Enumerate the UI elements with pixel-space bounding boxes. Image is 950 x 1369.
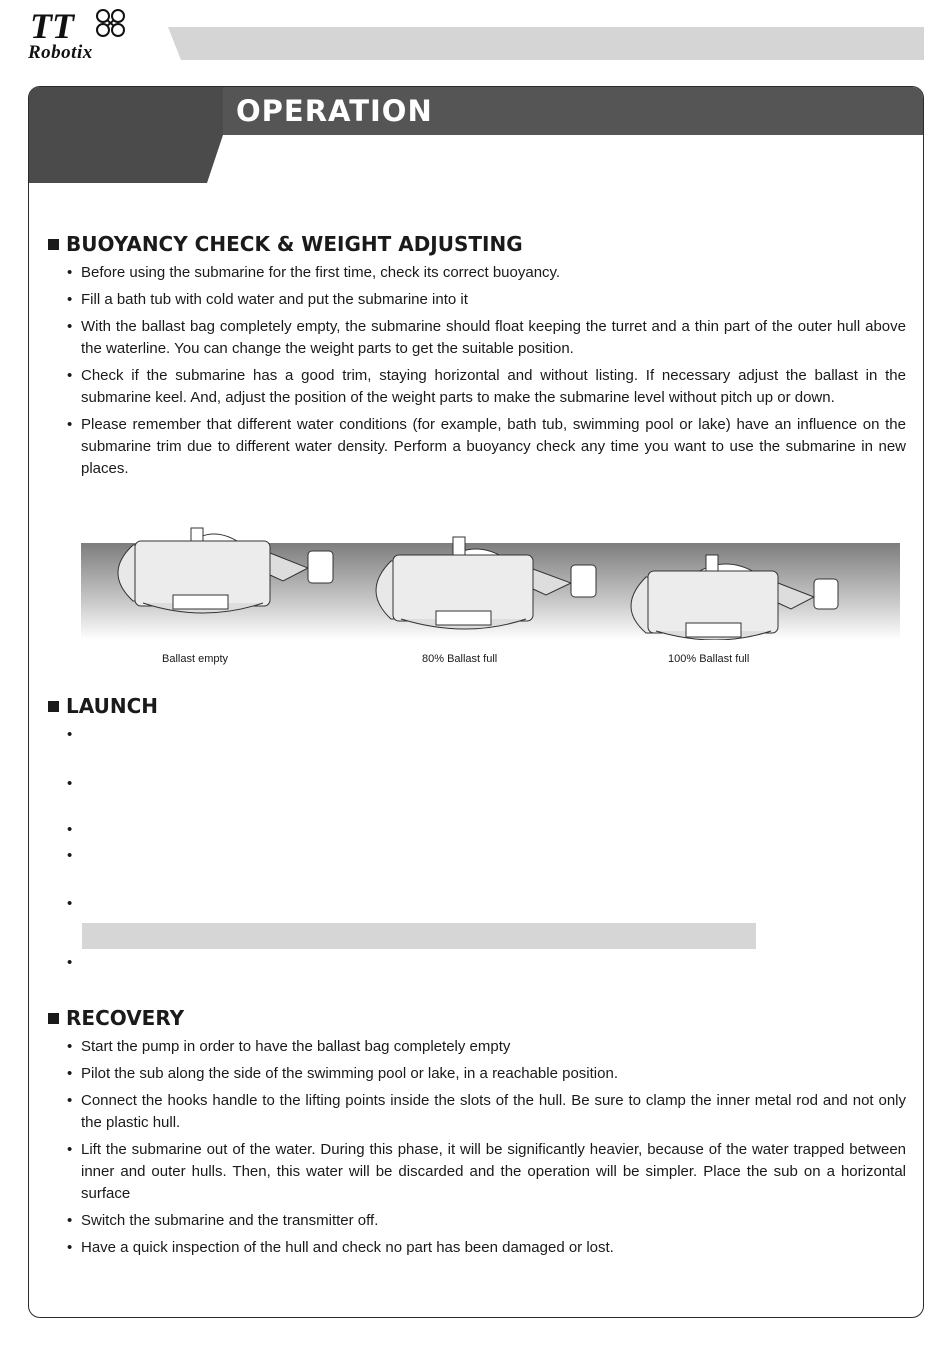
ballast-figure: [81, 523, 900, 640]
launch-bullet: •: [67, 954, 73, 971]
logo-wordmark: Robotix: [28, 42, 93, 63]
caption-ballast-empty: Ballast empty: [162, 653, 229, 665]
section-title-text: BUOYANCY CHECK & WEIGHT ADJUSTING: [66, 232, 523, 256]
brand-logo: [28, 6, 152, 62]
recovery-list: [66, 1036, 906, 1264]
list-item: • Before using the submarine for the first time, check its correct buoyancy.: [66, 262, 906, 284]
list-item: • Pilot the sub along the side of the swimming pool or lake, in a reachable position.: [66, 1063, 906, 1085]
list-item: • With the ballast bag completely empty, the submarine should float keeping the turret and a thin part of the outer hull above the waterline. You can change the weight parts to get the suitable position.: [66, 316, 906, 360]
list-item: • Lift the submarine out of the water. During this phase, it will be significantly heavier, because of the water trapped between inner and outer hulls. Then, this water will be discarded and the operation will be simpler. Place the sub on a horizontal surface: [66, 1139, 906, 1205]
square-bullet-icon: [48, 1013, 59, 1024]
title-flag: [29, 87, 223, 183]
section-title-text: LAUNCH: [66, 694, 159, 718]
list-item: • Start the pump in order to have the ballast bag completely empty: [66, 1036, 906, 1058]
list-item: • Check if the submarine has a good trim, staying horizontal and without listing. If necessary adjust the ballast in the submarine keel. And, adjust the position of the weight parts to make the submarine level without pitch up or down.: [66, 365, 906, 409]
list-item: • Please remember that different water conditions (for example, bath tub, swimming pool or lake) have an influence on the submarine trim due to different water density. Perform a buoyancy check any time you want to use the submarine in new places.: [66, 414, 906, 480]
square-bullet-icon: [48, 239, 59, 250]
list-item: • Connect the hooks handle to the lifting points inside the slots of the hull. Be sure to clamp the inner metal rod and not only the plastic hull.: [66, 1090, 906, 1134]
section-title-recovery: [48, 1006, 184, 1030]
header-bar: [168, 27, 924, 60]
section-title-launch: [48, 694, 158, 718]
launch-bullet: •: [67, 726, 73, 743]
page-title: OPERATION: [236, 94, 433, 128]
list-item: • Fill a bath tub with cold water and put the submarine into it: [66, 289, 906, 311]
list-item: • Have a quick inspection of the hull and check no part has been damaged or lost.: [66, 1237, 906, 1259]
svg-text:TT: TT: [30, 6, 74, 44]
section-title-buoyancy: [48, 232, 523, 256]
highlight-bar: [82, 923, 756, 949]
launch-bullet: •: [67, 775, 73, 792]
square-bullet-icon: [48, 701, 59, 712]
section-title-text: RECOVERY: [66, 1006, 185, 1030]
launch-bullet: •: [67, 847, 73, 864]
buoyancy-list: [66, 262, 906, 485]
launch-bullet: •: [67, 895, 73, 912]
caption-ballast-80: 80% Ballast full: [422, 653, 498, 665]
launch-bullet: •: [67, 821, 73, 838]
list-item: • Switch the submarine and the transmitter off.: [66, 1210, 906, 1232]
caption-ballast-100: 100% Ballast full: [668, 653, 750, 665]
drone-logo-icon: [28, 6, 152, 44]
